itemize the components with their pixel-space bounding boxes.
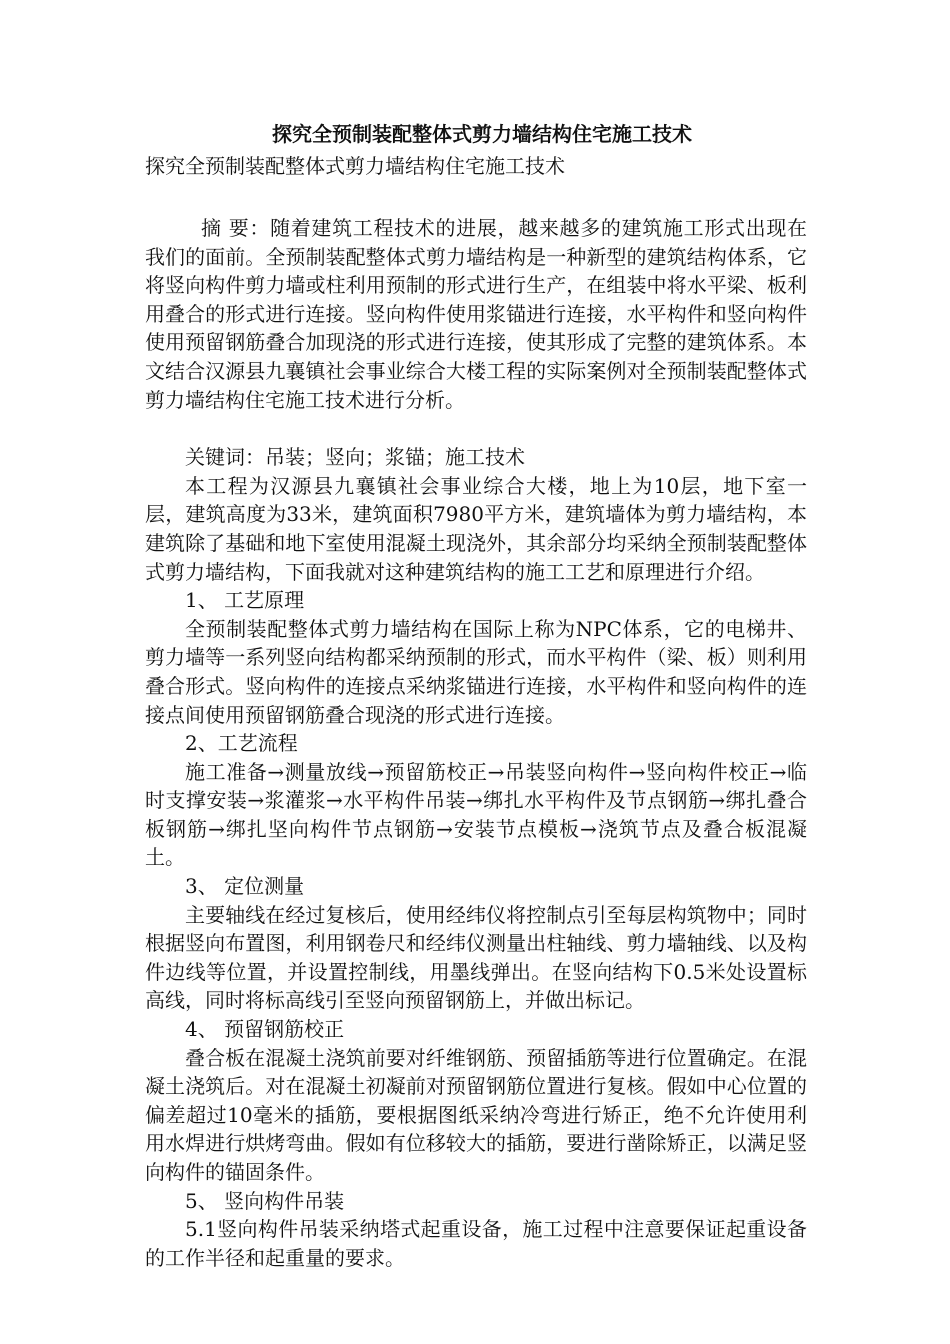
intro-paragraph: 本工程为汉源县九襄镇社会事业综合大楼，地上为10层，地下室一层，建筑高度为33米，建筑面积7980平方米，建筑墙体为剪力墙结构，本建筑除了基础和地下室使用混凝土现浇外，其余部分均采纳全预制装配整体式剪力墙结构，下面我就对这种建筑结构的施工工艺和原理进行介绍。 (145, 473, 807, 584)
section-body-vertical-hoisting: 5.1竖向构件吊装采纳塔式起重设备，施工过程中注意要保证起重设备的工作半径和起重量的要求。 (145, 1217, 807, 1270)
section-body-process-principle: 全预制装配整体式剪力墙结构在国际上称为NPC体系，它的电梯井、剪力墙等一系列竖向结构都采纳预制的形式，而水平构件（梁、板）则利用叠合形式。竖向构件的连接点采纳浆锚进行连接，水平构件和竖向构件的连接点间使用预留钢筋叠合现浇的形式进行连接。 (145, 616, 807, 727)
section-heading-vertical-hoisting: 5、 竖向构件吊装 (185, 1188, 345, 1213)
document-subtitle: 探究全预制装配整体式剪力墙结构住宅施工技术 (145, 154, 565, 178)
section-body-process-flow: 施工准备→测量放线→预留筋校正→吊装竖向构件→竖向构件校正→临时支撑安装→浆灌浆→水平构件吊装→绑扎水平构件及节点钢筋→绑扎叠合板钢筋→绑扎坚向构件节点钢筋→安装节点模板→浇筑节点及叠合板混凝土。 (145, 759, 807, 870)
keywords-line: 关键词：吊装；竖向；浆锚；施工技术 (185, 445, 525, 470)
section-heading-rebar-correction: 4、 预留钢筋校正 (185, 1017, 345, 1042)
document-page (145, 118, 807, 1272)
section-heading-process-flow: 2、工艺流程 (185, 731, 298, 756)
abstract-paragraph: 摘 要：随着建筑工程技术的进展，越来越多的建筑施工形式出现在我们的面前。全预制装配整体式剪力墙结构是一种新型的建筑结构体系，它将竖向构件剪力墙或柱利用预制的形式进行生产，在组装中将水平梁、板利用叠合的形式进行连接。竖向构件使用浆锚进行连接，水平构件和竖向构件使用预留钢筋叠合加现浇的形式进行连接，使其形成了完整的建筑体系。本文结合汉源县九襄镇社会事业综合大楼工程的实际案例对全预制装配整体式剪力墙结构住宅施工技术进行分析。 (145, 216, 807, 412)
section-heading-process-principle: 1、 工艺原理 (185, 588, 305, 613)
section-body-positioning-survey: 主要轴线在经过复核后，使用经纬仪将控制点引至每层构筑物中；同时根据竖向布置图，利用钢卷尺和经纬仪测量出柱轴线、剪力墙轴线、以及构件边线等位置，并设置控制线，用墨线弹出。在竖向结构下0.5米处设置标高线，同时将标高线引至竖向预留钢筋上，并做出标记。 (145, 902, 807, 1013)
section-body-rebar-correction: 叠合板在混凝土浇筑前要对纤维钢筋、预留插筋等进行位置确定。在混凝土浇筑后。对在混凝土初凝前对预留钢筋位置进行复核。假如中心位置的偏差超过10毫米的插筋，要根据图纸采纳冷弯进行矫正，绝不允许使用利用水焊进行烘烤弯曲。假如有位移较大的插筋，要进行凿除矫正，以满足竖向构件的锚固条件。 (145, 1045, 807, 1184)
section-heading-positioning-survey: 3、 定位测量 (185, 874, 305, 899)
document-title: 探究全预制装配整体式剪力墙结构住宅施工技术 (272, 122, 692, 146)
